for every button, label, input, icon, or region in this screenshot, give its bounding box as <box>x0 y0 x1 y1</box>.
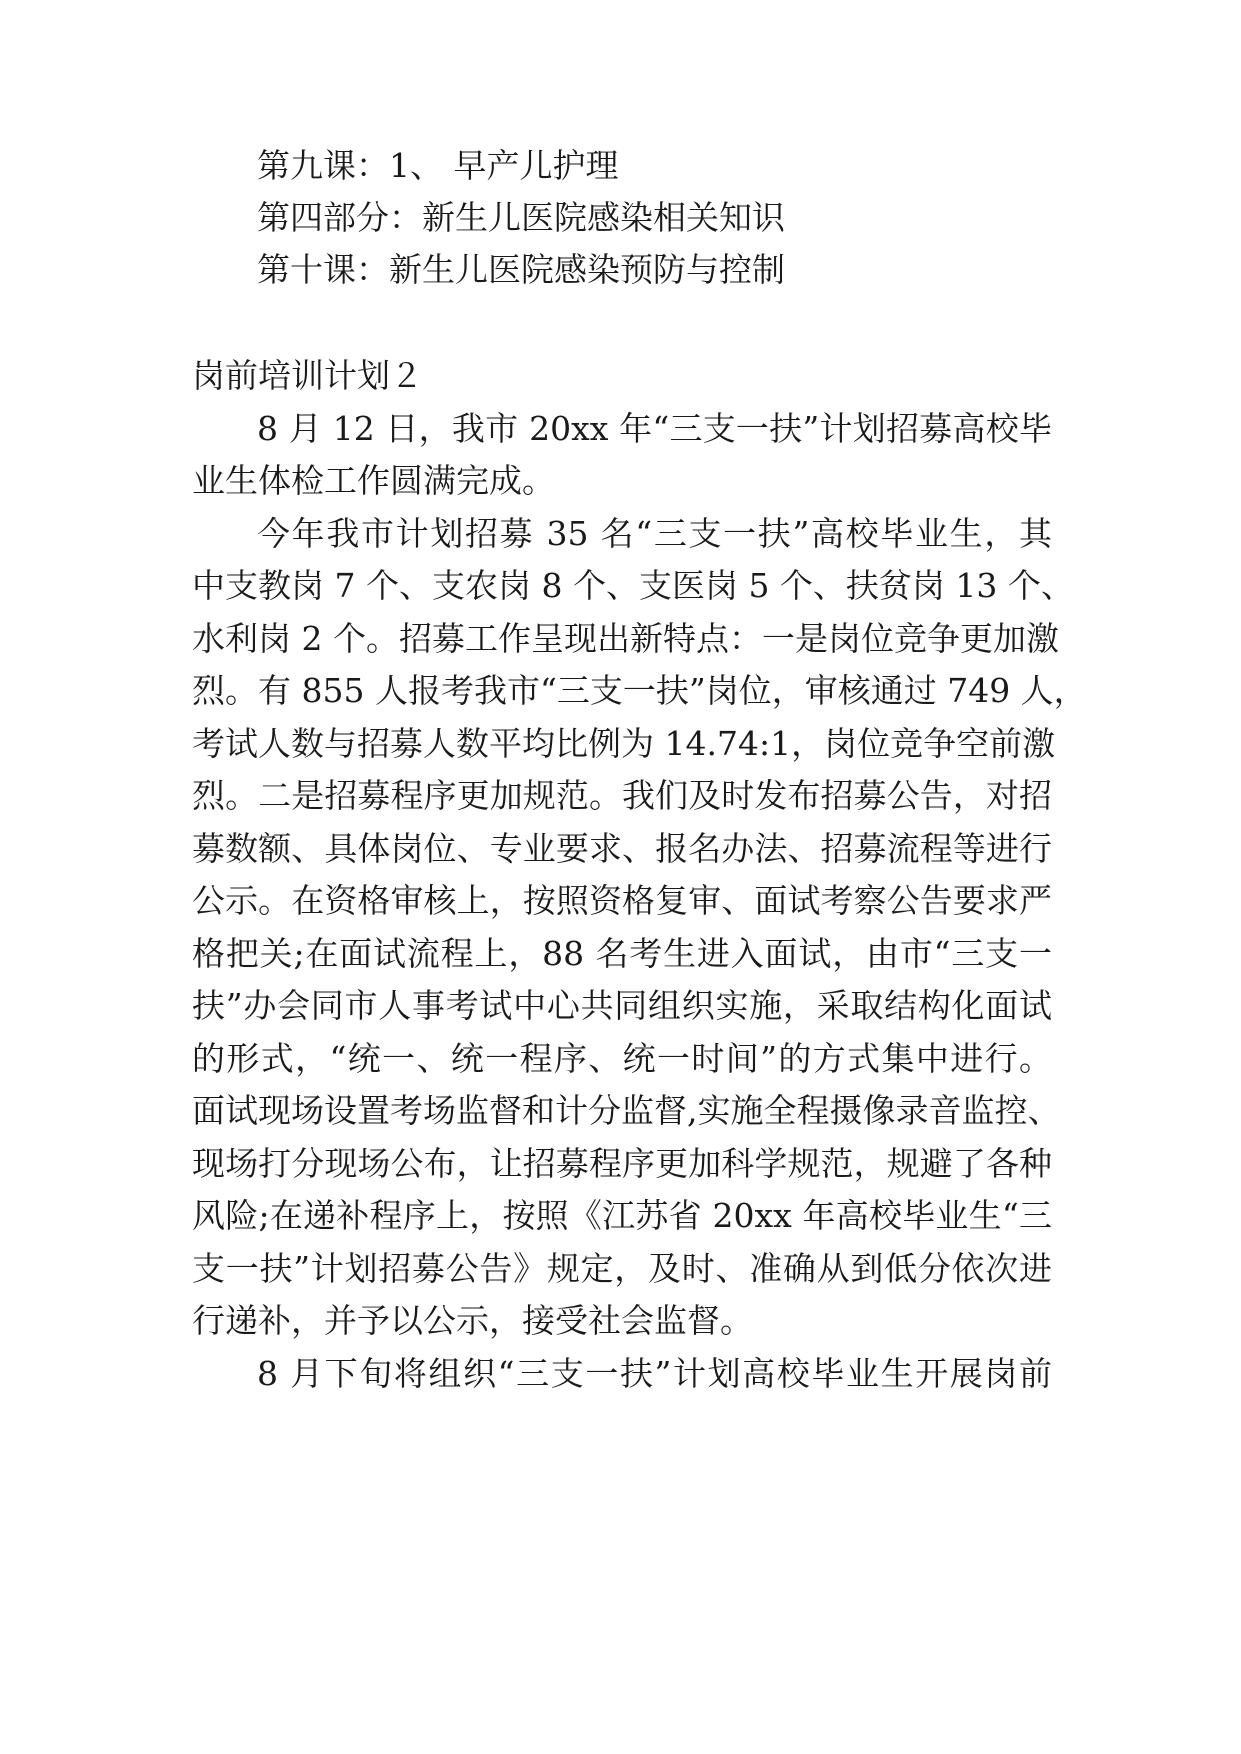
paragraph-line: 面试现场设置考场监督和计分监督,实施全程摄像录音监控、 <box>192 1091 1061 1130</box>
paragraph-line: 行递补，并予以公示，接受社会监督。 <box>192 1301 753 1340</box>
paragraph-line: 的形式，“统一、统一程序、统一时间”的方式集中进行。 <box>192 1039 1052 1078</box>
paragraph-line: 水利岗 2 个。招募工作呈现出新特点：一是岗位竞争更加激 <box>192 619 1059 658</box>
paragraph-line: 8 月下旬将组织“三支一扶”计划高校毕业生开展岗前 <box>257 1354 1052 1393</box>
paragraph-line: 烈。二是招募程序更加规范。我们及时发布招募公告，对招 <box>192 776 1052 815</box>
paragraph-line: 扶”办会同市人事考试中心共同组织实施，采取结构化面试 <box>192 986 1052 1025</box>
paragraph-line: 烈。有 855 人报考我市“三支一扶”岗位，审核通过 749 人， <box>192 671 1087 710</box>
paragraph-line: 风险;在递补程序上，按照《江苏省 20xx 年高校毕业生“三 <box>192 1196 1052 1235</box>
paragraph-line: 支一扶”计划招募公告》规定，及时、准确从到低分依次进 <box>192 1249 1052 1288</box>
outline-lesson-9: 第九课：1、 早产儿护理 <box>257 146 619 185</box>
paragraph-line: 8 月 12 日，我市 20xx 年“三支一扶”计划招募高校毕 <box>257 409 1052 448</box>
paragraph-line: 公示。在资格审核上，按照资格复审、面试考察公告要求严 <box>192 881 1052 920</box>
paragraph-line: 募数额、具体岗位、专业要求、报名办法、招募流程等进行 <box>192 829 1052 868</box>
paragraph-line: 格把关;在面试流程上，88 名考生进入面试，由市“三支一 <box>192 934 1052 973</box>
outline-part-4: 第四部分：新生儿医院感染相关知识 <box>257 198 785 237</box>
paragraph-line: 业生体检工作圆满完成。 <box>192 461 555 500</box>
section-title: 岗前培训计划２ <box>192 356 423 395</box>
paragraph-line: 今年我市计划招募 35 名“三支一扶”高校毕业生，其 <box>257 514 1052 553</box>
paragraph-line: 中支教岗 7 个、支农岗 8 个、支医岗 5 个、扶贫岗 13 个、 <box>192 566 1074 605</box>
paragraph-line: 现场打分现场公布，让招募程序更加科学规范，规避了各种 <box>192 1144 1052 1183</box>
paragraph-line: 考试人数与招募人数平均比例为 14.74:1，岗位竞争空前激 <box>192 724 1056 763</box>
outline-lesson-10: 第十课：新生儿医院感染预防与控制 <box>257 250 785 289</box>
